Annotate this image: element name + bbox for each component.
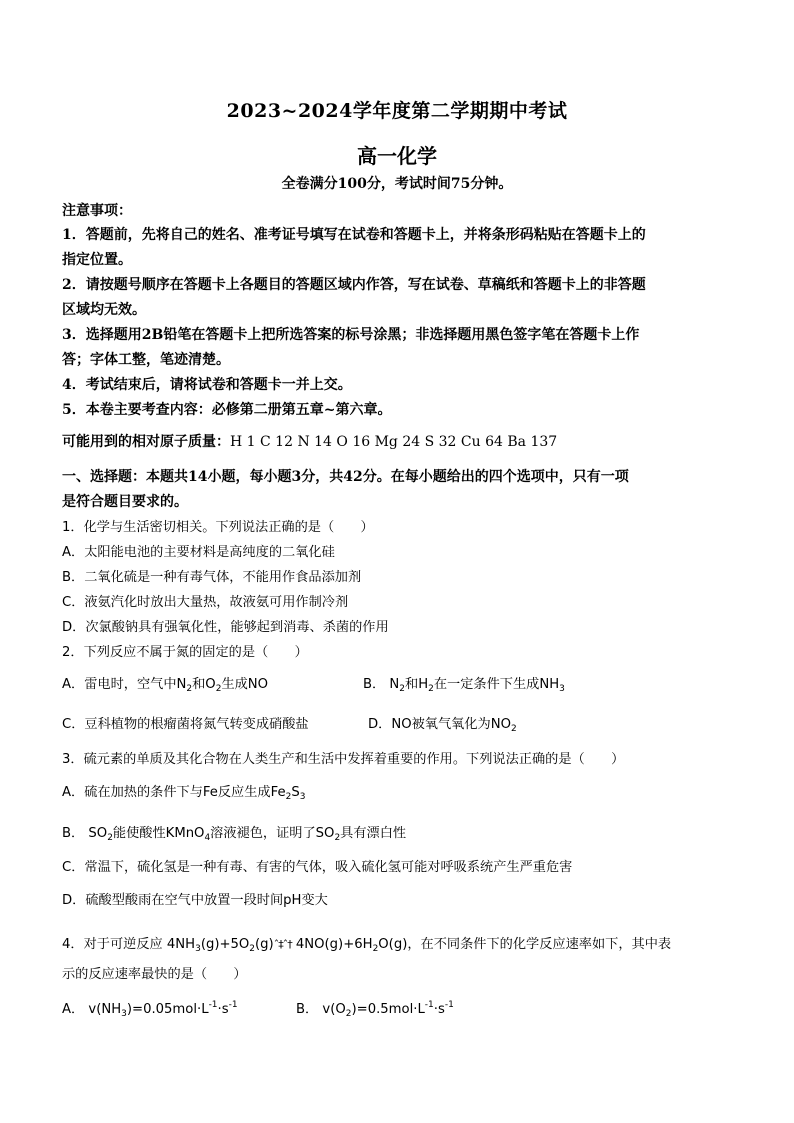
q3-option-a: A．硫在加热的条件下与Fe反应生成$Fe_2S_3$ — [62, 785, 306, 802]
q2-option-d: D．NO被氧气氧化为$NO_2$ — [368, 717, 517, 734]
atomic-mass-values: H 1 C 12 N 14 O 16 Mg 24 S 32 Cu 64 Ba 137 — [230, 434, 558, 450]
q1-option-d: D．次氯酸钠具有强氧化性，能够起到消毒、杀菌的作用 — [62, 620, 389, 635]
exam-subject: 高一化学 — [357, 144, 437, 168]
q3-option-b: B． $SO_2$能使酸性KMnO$_4$溶液褪色，证明了$SO_2$具有漂白性 — [62, 826, 407, 843]
score-note: 全卷满分100分，考试时间75分钟。 — [281, 176, 513, 192]
note-2-line-1: 2．请按题号顺序在答题卡上各题目的答题区域内作答，写在试卷、草稿纸和答题卡上的非答题 — [62, 277, 646, 293]
exam-title: 2023~2024学年度第二学期期中考试 — [226, 100, 568, 122]
q2-stem: 2．下列反应不属于氮的固定的是（ ） — [62, 645, 308, 660]
q2-option-a: A．雷电时，空气中$N_2$和$O_2$生成NO — [62, 677, 269, 694]
section-1-line-1: 一、选择题：本题共14小题，每小题3分，共42分。在每小题给出的四个选项中，只有一项 — [62, 469, 629, 485]
section-1-line-2: 是符合题目要求的。 — [62, 494, 188, 510]
q1-option-c: C．液氨汽化时放出大量热，故液氨可用作制冷剂 — [62, 595, 349, 610]
q2-option-c: C．豆科植物的根瘤菌将氮气转变成硝酸盐 — [62, 717, 309, 732]
note-4: 4．考试结束后，请将试卷和答题卡一并上交。 — [62, 377, 352, 393]
note-1-line-1: 1．答题前，先将自己的姓名、准考证号填写在试卷和答题卡上，并将条形码粘贴在答题卡上的 — [62, 227, 646, 243]
q1-option-a: A．太阳能电池的主要材料是高纯度的二氧化硅 — [62, 545, 335, 560]
q4-option-a: A． $v(NH_3)=0.05mol\cdot L^{-1}\cdot s^{-1}$ — [62, 1000, 238, 1019]
atomic-mass-line — [62, 431, 557, 451]
q3-option-d: D．硫酸型酸雨在空气中放置一段时间pH变大 — [62, 893, 328, 908]
q4-stem-line-2: 示的反应速率最快的是（ ） — [62, 967, 247, 982]
atomic-mass-label: 可能用到的相对原子质量： — [62, 434, 230, 450]
note-2-line-2: 区域均无效。 — [62, 302, 146, 318]
q1-stem: 1．化学与生活密切相关。下列说法正确的是（ ） — [62, 520, 374, 535]
q3-stem: 3．硫元素的单质及其化合物在人类生产和生活中发挥着重要的作用。下列说法正确的是（ ） — [62, 752, 625, 767]
notes-heading: 注意事项： — [62, 203, 132, 219]
reversible-arrow-icon: ˆ‡ˆ† — [273, 938, 292, 951]
note-3-line-1: 3．选择题用2B铅笔在答题卡上把所选答案的标号涂黑；非选择题用黑色签字笔在答题卡上作 — [62, 327, 640, 343]
q1-option-b: B．二氧化硫是一种有毒气体，不能用作食品添加剂 — [62, 570, 362, 585]
note-3-line-2: 答；字体工整，笔迹清楚。 — [62, 352, 230, 368]
q2-option-b: B． $N_2$和$H_2$在一定条件下生成$NH_3$ — [363, 677, 565, 694]
note-1-line-2: 指定位置。 — [62, 252, 132, 268]
q4-option-b: B． $v(O_2)=0.5mol\cdot L^{-1}\cdot s^{-1}$ — [296, 1000, 454, 1019]
q4-stem-line-1: 4．对于可逆反应 $4NH_3(g)+5O_2(g)ˆ\ddagger ˆ\dagger$ $4NO(g)+6H_2O(g)$，在不同条件下的化学反应速率如下，其中表 — [62, 937, 672, 954]
q3-option-c: C．常温下，硫化氢是一种有毒、有害的气体，吸入硫化氢可能对呼吸系统产生严重危害 — [62, 860, 573, 875]
note-5: 5．本卷主要考查内容：必修第二册第五章~第六章。 — [62, 402, 392, 418]
